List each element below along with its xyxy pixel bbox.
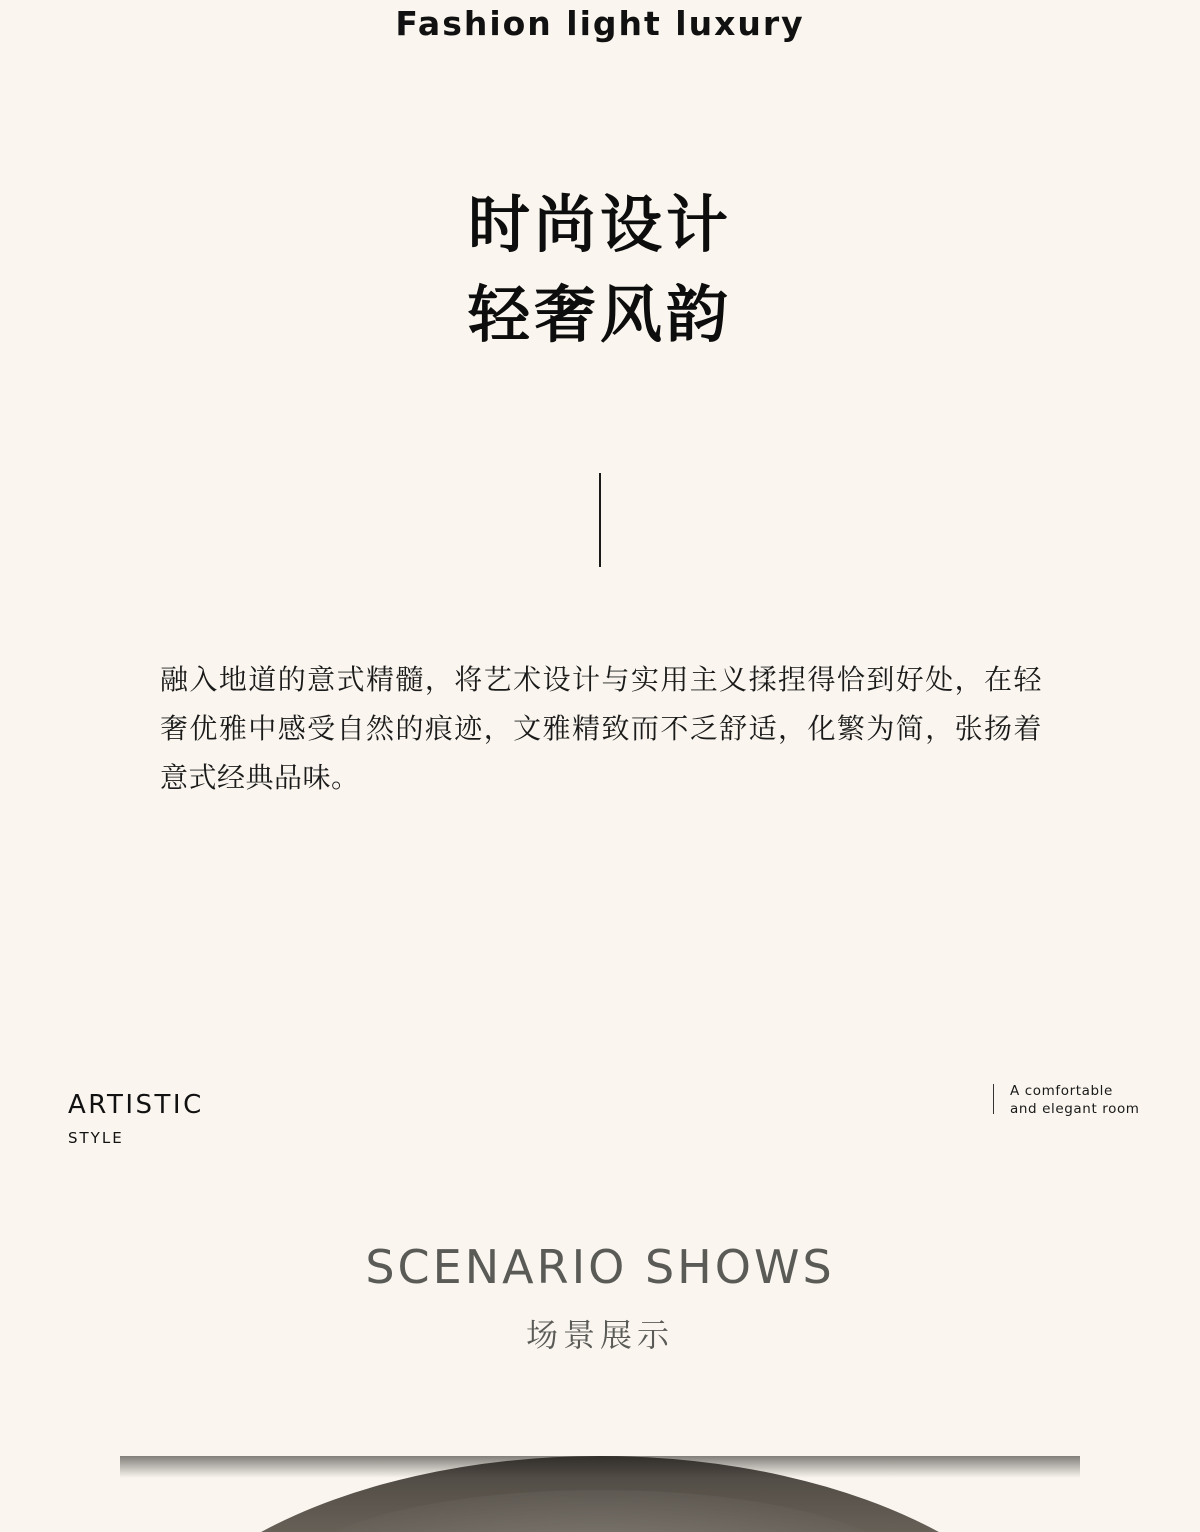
vertical-divider [599, 473, 601, 567]
page-banner-title: Fashion light luxury [395, 4, 805, 43]
scenario-section [0, 1240, 1200, 1356]
scene-photo-shade [120, 1456, 1080, 1478]
description-paragraph: 融入地道的意式精髓，将艺术设计与实用主义揉捏得恰到好处，在轻奢优雅中感受自然的痕迹，文雅精致而不乏舒适，化繁为简，张扬着意式经典品味。 [160, 663, 1042, 794]
hero-heading [0, 180, 1200, 360]
scenario-title-cn: 场景展示 [525, 1316, 674, 1354]
hero-heading-line-1: 时尚设计 [467, 188, 732, 261]
side-note-divider [993, 1084, 994, 1114]
hero-heading-line-2: 轻奢风韵 [467, 277, 732, 351]
artistic-style-block [68, 1090, 204, 1147]
scenario-title-en: SCENARIO SHOWS [365, 1240, 835, 1294]
style-label: STYLE [68, 1129, 124, 1148]
scene-photo [0, 1456, 1200, 1532]
side-note [993, 1082, 1142, 1118]
side-note-text: A comfortable and elegant room [1010, 1083, 1140, 1118]
artistic-label: ARTISTIC [68, 1090, 204, 1120]
scene-photo-image [120, 1456, 1080, 1532]
